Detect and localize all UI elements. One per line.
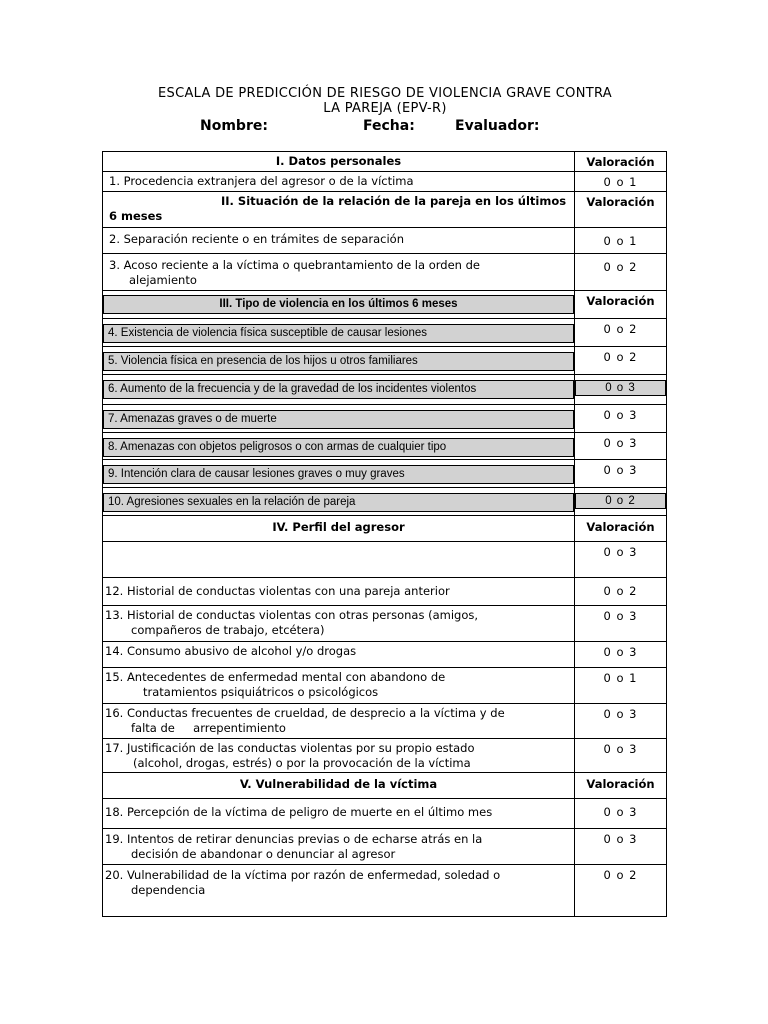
item-text-cont: decisión de abandonar o denunciar al agresor [131, 847, 396, 861]
item-text-block [103, 829, 575, 865]
item-text: 5. Violencia física en presencia de los hijos u otros familiares [103, 352, 574, 371]
table-row [103, 668, 667, 704]
item-text: 16. Conductas frecuentes de crueldad, de desprecio a la víctima y de [105, 706, 505, 720]
item-value: 0 o 2 [575, 493, 666, 509]
table-row [103, 254, 667, 291]
section-3-cell [103, 291, 575, 319]
table-row [103, 739, 667, 773]
item-value: 0 o 3 [575, 704, 667, 739]
item-text-block [103, 739, 575, 773]
item-text: 18. Percepción de la víctima de peligro de muerte en el último mes [103, 799, 575, 829]
item-text-cont: dependencia [131, 883, 206, 897]
item-value: 0 o 2 [575, 347, 667, 375]
table-row [103, 865, 667, 917]
section-3-title: III. Tipo de violencia en los últimos 6 meses [103, 295, 574, 314]
item-text-cont: tratamientos psiquiátricos o psicológicos [143, 685, 379, 699]
item-value: 0 o 3 [575, 405, 667, 433]
item-text-block [103, 254, 575, 291]
section-header-row [103, 773, 667, 799]
table-row [103, 228, 667, 254]
item-text: 7. Amenazas graves o de muerte [103, 410, 574, 429]
item-text-cont: falta de arrepentimiento [131, 721, 286, 735]
item-text: 15. Antecedentes de enfermedad mental con abandono de [105, 670, 446, 684]
section-5-title: V. Vulnerabilidad de la víctima [103, 773, 575, 799]
item-text: 12. Historial de conductas violentas con una pareja anterior [103, 578, 575, 606]
table-row [103, 172, 667, 192]
section-1-title: I. Datos personales [103, 152, 575, 172]
item-text: 10. Agresiones sexuales en la relación de pareja [103, 493, 574, 512]
valoracion-header: Valoración [575, 291, 667, 319]
section-header-row [103, 516, 667, 542]
item-value: 0 o 3 [575, 542, 667, 578]
item-value: 0 o 2 [575, 578, 667, 606]
item-cell [103, 405, 575, 433]
item-text: 9. Intención clara de causar lesiones graves o muy graves [103, 465, 574, 484]
table-row [103, 347, 667, 375]
evaluador-label: Evaluador: [455, 118, 540, 134]
document-title-line2: LA PAREJA (EPV-R) [323, 101, 447, 116]
table-row [103, 405, 667, 433]
item-cell [103, 375, 575, 405]
item-value: 0 o 2 [575, 319, 667, 347]
item-value: 0 o 3 [575, 642, 667, 668]
section-header-row [103, 192, 667, 228]
nombre-label: Nombre: [200, 118, 268, 134]
item-value: 0 o 2 [575, 865, 667, 917]
item-text: 8. Amenazas con objetos peligrosos o con armas de cualquier tipo [103, 438, 574, 457]
table-row [103, 799, 667, 829]
item-value: 0 o 1 [575, 228, 667, 254]
table-row [103, 460, 667, 488]
section-4-title: IV. Perfil del agresor [103, 516, 575, 542]
item-value-cell [575, 375, 667, 405]
item-text: 20. Vulnerabilidad de la víctima por razón de enfermedad, soledad o [105, 868, 501, 882]
table-row [103, 578, 667, 606]
valoracion-header: Valoración [575, 152, 667, 172]
table-row [103, 606, 667, 642]
item-text: 3. Acoso reciente a la víctima o quebrantamiento de la orden de [109, 258, 480, 272]
item-cell [103, 460, 575, 488]
item-value: 0 o 3 [575, 829, 667, 865]
table-row [103, 642, 667, 668]
item-text: 1. Procedencia extranjera del agresor o de la víctima [103, 172, 575, 192]
item-value-cell [575, 488, 667, 516]
risk-scale-table [102, 151, 667, 917]
table-row [103, 433, 667, 460]
item-text-cont: compañeros de trabajo, etcétera) [131, 623, 325, 637]
document-title-line1: ESCALA DE PREDICCIÓN DE RIESGO DE VIOLENCIA GRAVE CONTRA [158, 86, 612, 101]
item-cell [103, 433, 575, 460]
item-text-cont: (alcohol, drogas, estrés) o por la provocación de la víctima [133, 756, 471, 770]
table-row [103, 829, 667, 865]
item-text: 19. Intentos de retirar denuncias previas o de echarse atrás en la [105, 832, 483, 846]
item-value: 0 o 2 [575, 254, 667, 291]
item-value: 0 o 1 [575, 668, 667, 704]
item-text: 6. Aumento de la frecuencia y de la gravedad de los incidentes violentos [103, 380, 574, 399]
item-text: 13. Historial de conductas violentas con otras personas (amigos, [105, 608, 479, 622]
item-value: 0 o 3 [575, 433, 667, 460]
valoracion-header: Valoración [575, 516, 667, 542]
table-row [103, 319, 667, 347]
item-value: 0 o 1 [575, 172, 667, 192]
table-row [103, 704, 667, 739]
section-header-row [103, 291, 667, 319]
item-value: 0 o 3 [575, 380, 666, 396]
item-text: 14. Consumo abusivo de alcohol y/o drogas [103, 642, 575, 668]
section-header-row [103, 152, 667, 172]
item-value: 0 o 3 [575, 799, 667, 829]
item-text [103, 542, 575, 578]
item-value: 0 o 3 [575, 739, 667, 773]
item-text-cont: alejamiento [129, 273, 197, 287]
item-cell [103, 319, 575, 347]
table-row [103, 488, 667, 516]
item-text: 2. Separación reciente o en trámites de separación [103, 228, 575, 254]
table-row [103, 542, 667, 578]
item-value: 0 o 3 [575, 606, 667, 642]
fecha-label: Fecha: [363, 118, 415, 134]
item-cell [103, 488, 575, 516]
item-cell [103, 347, 575, 375]
item-text-block [103, 606, 575, 642]
table-row [103, 375, 667, 405]
item-value: 0 o 3 [575, 460, 667, 488]
item-text-block [103, 704, 575, 739]
valoracion-header: Valoración [575, 192, 667, 228]
item-text: 17. Justificación de las conductas violentas por su propio estado [105, 741, 475, 755]
item-text: 4. Existencia de violencia física susceptible de causar lesiones [103, 324, 574, 343]
item-text-block [103, 865, 575, 917]
valoracion-header: Valoración [575, 773, 667, 799]
section-2-title: II. Situación de la relación de la pareja en los últimos 6 meses [103, 192, 575, 228]
item-text-block [103, 668, 575, 704]
